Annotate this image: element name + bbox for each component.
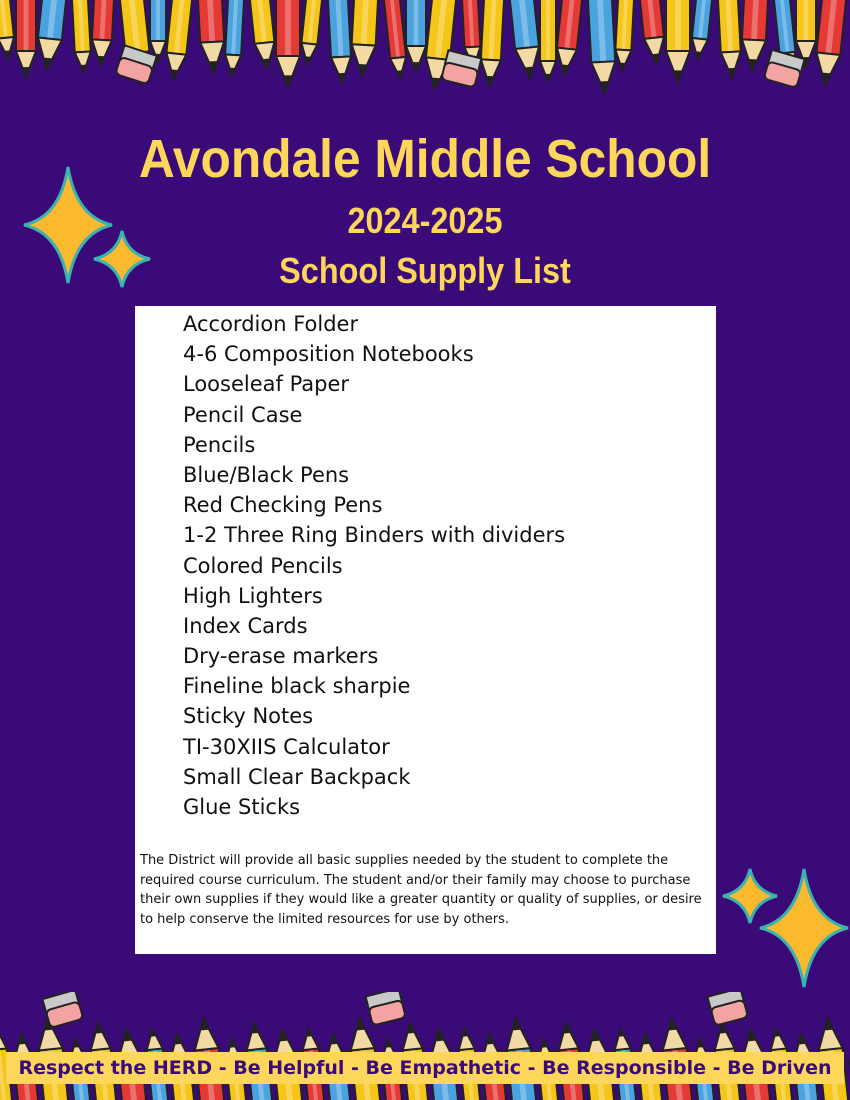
list-item: Blue/Black Pens bbox=[183, 462, 350, 487]
list-item: Sticky Notes bbox=[183, 704, 314, 729]
pencil-graphic bbox=[224, 0, 246, 76]
pencil-graphic bbox=[164, 0, 196, 81]
list-item: 1-2 Three Ring Binders with dividers bbox=[183, 523, 566, 548]
list-item: Looseleaf Paper bbox=[183, 372, 350, 397]
pencil-graphic bbox=[326, 0, 352, 83]
list-item: Fineline black sharpie bbox=[183, 674, 411, 699]
school-name-title: Avondale Middle School bbox=[138, 129, 712, 189]
pencil-graphic bbox=[406, 0, 426, 72]
pencil-graphic bbox=[276, 0, 300, 87]
pencil-graphic bbox=[91, 0, 117, 66]
pencil-graphic bbox=[246, 0, 277, 70]
supply-list-card bbox=[135, 306, 716, 954]
pencil-graphic bbox=[506, 0, 542, 80]
list-item: Index Cards bbox=[183, 613, 308, 638]
pencil-graphic bbox=[690, 0, 716, 60]
eraser-graphic bbox=[707, 992, 748, 1026]
pencil-graphic bbox=[636, 0, 667, 65]
pencil-graphic bbox=[813, 0, 850, 86]
pencil-graphic bbox=[35, 0, 70, 71]
list-item: Accordion Folder bbox=[183, 312, 359, 336]
list-item: Colored Pencils bbox=[183, 553, 343, 578]
pencil-graphic bbox=[666, 0, 690, 82]
list-item: Pencil Case bbox=[183, 402, 303, 427]
pencil-graphic bbox=[716, 0, 742, 78]
eraser-graphic bbox=[42, 992, 83, 1028]
eraser-graphic bbox=[366, 992, 406, 1026]
pencil-graphic bbox=[740, 0, 770, 72]
district-disclaimer: The District will provide all basic supplies needed by the student to complete the required course curriculum. The student and/or their family may choose to purchase their own supplies if they would like a greater quantity or quality of supplies, or desire to help conserve the limited resources for use by others. bbox=[140, 853, 702, 927]
supply-list bbox=[183, 309, 565, 822]
list-item: High Lighters bbox=[183, 583, 323, 608]
list-item: Dry-erase markers bbox=[183, 644, 379, 669]
pencil-graphic bbox=[540, 0, 556, 82]
top-pencil-border bbox=[0, 0, 850, 108]
eraser-graphic bbox=[115, 45, 157, 84]
pencil-graphic bbox=[0, 0, 16, 59]
list-item: Red Checking Pens bbox=[183, 493, 383, 518]
pencil-graphic bbox=[150, 0, 166, 62]
pencil-graphic bbox=[299, 0, 326, 65]
supply-list-title: School Supply List bbox=[279, 250, 571, 291]
motto-banner: Respect the HERD - Be Helpful - Be Empathetic - Be Responsible - Be Driven bbox=[6, 1052, 844, 1084]
pencil-border-graphic bbox=[0, 0, 850, 108]
pencil-graphic bbox=[196, 0, 226, 74]
list-item: Glue Sticks bbox=[183, 795, 301, 819]
eraser-graphic bbox=[764, 50, 805, 88]
list-item: TI-30XIIS Calculator bbox=[183, 734, 390, 759]
pencil-graphic bbox=[380, 0, 408, 79]
school-year-title: 2024-2025 bbox=[347, 200, 503, 241]
list-item: 4-6 Composition Notebooks bbox=[183, 342, 474, 367]
pencil-graphic bbox=[70, 0, 92, 73]
sparkle-icon bbox=[92, 228, 152, 290]
list-item: Small Clear Backpack bbox=[183, 764, 411, 789]
pencil-graphic bbox=[554, 0, 586, 76]
pencil-graphic bbox=[586, 0, 617, 94]
pencil-graphic bbox=[480, 0, 507, 86]
pencil-graphic bbox=[16, 0, 36, 77]
list-item: Pencils bbox=[183, 432, 256, 457]
sparkle-icon bbox=[758, 866, 850, 990]
pencil-graphic bbox=[350, 0, 380, 77]
pencil-graphic bbox=[614, 0, 636, 71]
